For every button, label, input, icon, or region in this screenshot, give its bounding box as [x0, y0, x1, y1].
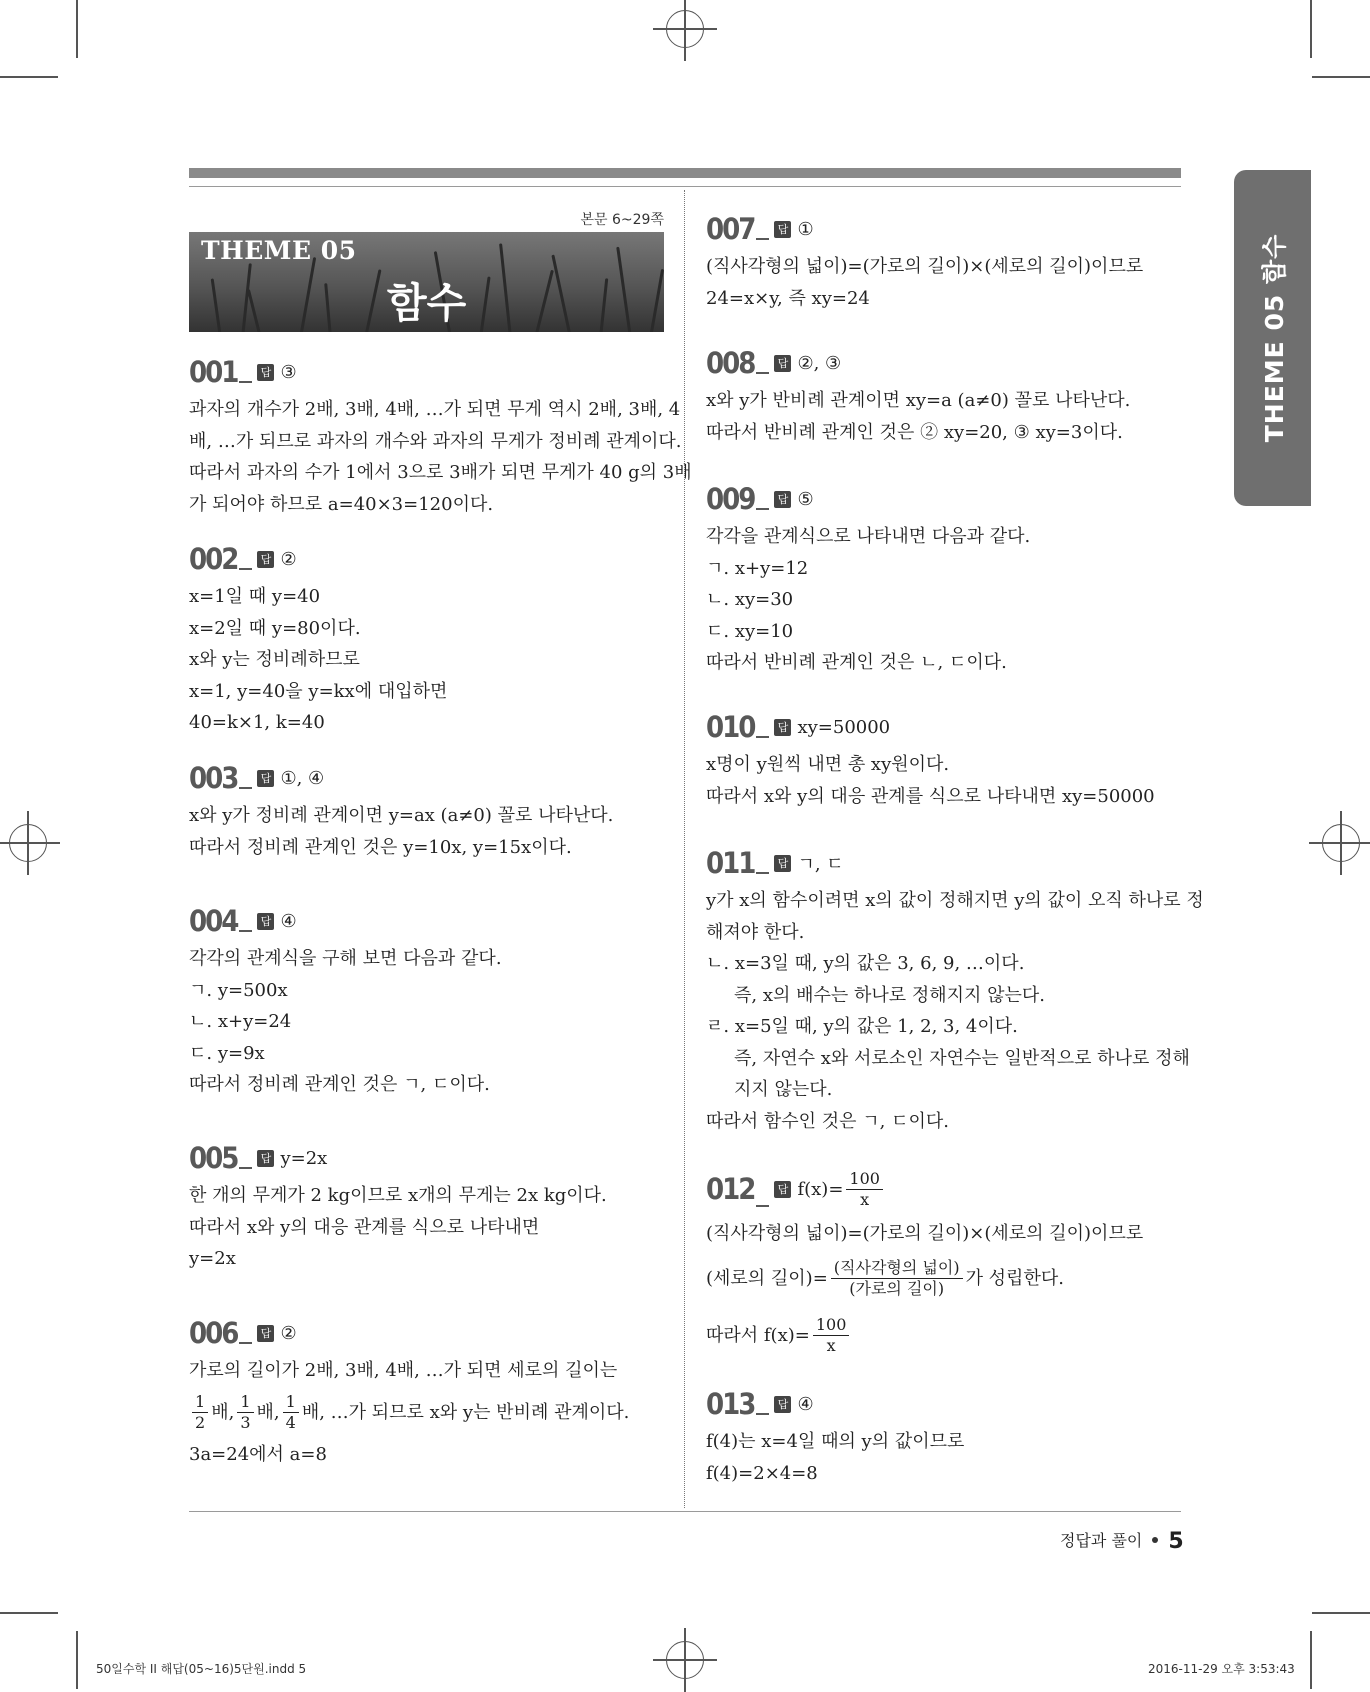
problem-number: 012	[706, 1171, 755, 1206]
solution-line: 각각을 관계식으로 나타내면 다음과 같다.	[706, 526, 1031, 547]
print-slug-file: 50일수학 II 해답(05~16)5단원.indd 5	[96, 1662, 307, 1676]
print-slug-date: 2016-11-29 오후 3:53:43	[1148, 1662, 1295, 1676]
problem-005	[189, 1141, 667, 1316]
grass-blade	[599, 278, 608, 332]
answer-value: ①, ④	[280, 767, 325, 789]
problem-number: 009	[706, 481, 755, 516]
answer-value: ③	[280, 361, 297, 383]
solution-line: (직사각형의 넓이)=(가로의 길이)×(세로의 길이)이므로	[706, 1223, 1144, 1244]
grass-blade	[299, 257, 316, 332]
solution-line: x=1, y=40을 y=kx에 대입하면	[189, 680, 448, 702]
fraction: $\frac{1}{2}$	[192, 1392, 208, 1433]
solution-line: 과자의 개수가 2배, 3배, 4배, …가 되면 무게 역시 2배, 3배, 4	[189, 399, 681, 420]
solution-line: 가로의 길이가 2배, 3배, 4배, …가 되면 세로의 길이는	[189, 1360, 618, 1381]
answer-mark: 답	[774, 355, 791, 372]
answer-value: y=2x	[280, 1147, 328, 1169]
problem-number: 004	[189, 903, 238, 938]
solution-text: (세로의 길이)=	[706, 1267, 828, 1289]
answer-value: ㄱ, ㄷ	[797, 854, 844, 875]
fraction: $\frac{100}{x}$	[846, 1169, 883, 1210]
problem-011	[706, 845, 1204, 1165]
fraction: $\frac{100}{x}$	[813, 1315, 850, 1356]
problem-008	[706, 346, 1184, 482]
side-tab	[1234, 170, 1311, 506]
problem-header	[706, 212, 1184, 246]
side-tab-label: THEME 05 함수	[1259, 233, 1289, 443]
problem-009	[706, 482, 1184, 710]
problem-header	[189, 1316, 667, 1350]
crop-mark	[0, 76, 58, 78]
theme-banner	[189, 232, 664, 332]
solution-line: 24=x×y, 즉 xy=24	[706, 287, 870, 309]
solution-line: y=2x	[189, 1248, 236, 1269]
problem-header	[189, 355, 667, 389]
problem-number: 007	[706, 211, 755, 246]
problem-header	[189, 904, 667, 938]
solution-line: ㄹ. x=5일 때, y의 값은 1, 2, 3, 4이다.	[706, 1016, 1018, 1037]
crop-mark	[76, 1631, 78, 1689]
solution-line: ㄷ. y=9x	[189, 1042, 265, 1064]
solution-line: x와 y가 반비례 관계이면 xy=a (a≠0) 꼴로 나타난다.	[706, 390, 1131, 411]
answer-mark: 답	[257, 551, 274, 568]
problem-004	[189, 904, 667, 1141]
answer-value: ⑤	[797, 488, 814, 510]
problem-header	[706, 346, 1184, 380]
solution-line: 즉, 자연수 x와 서로소인 자연수는 일반적으로 하나로 정해	[734, 1047, 1190, 1069]
problem-number: 010	[706, 709, 755, 744]
problem-013	[706, 1387, 1184, 1489]
problem-header	[189, 1141, 667, 1175]
registration-mark	[666, 1641, 704, 1679]
crop-mark	[1310, 0, 1312, 58]
answer-value: ②	[280, 1322, 297, 1344]
solution-math-line	[189, 1387, 667, 1439]
fraction: $\frac{1}{4}$	[283, 1392, 299, 1433]
solution-math-line	[706, 1308, 1184, 1364]
problem-001	[189, 354, 692, 542]
solution-line: x와 y는 정비례하므로	[189, 649, 360, 670]
crop-mark	[0, 1612, 58, 1614]
solution-line: 따라서 정비례 관계인 것은 y=10x, y=15x이다.	[189, 836, 572, 858]
solution-line: 40=k×1, k=40	[189, 712, 325, 733]
solution-text: 가 성립한다.	[965, 1267, 1064, 1289]
crop-mark	[1310, 1631, 1312, 1689]
answer-value: ①	[797, 218, 814, 240]
answer-mark: 답	[774, 491, 791, 508]
answer-mark: 답	[774, 855, 791, 872]
solution-line: f(4)는 x=4일 때의 y의 값이므로	[706, 1431, 965, 1452]
solution-text: 배,	[256, 1401, 280, 1423]
answer-value: ②	[280, 548, 297, 570]
problem-007	[706, 212, 1184, 346]
solution-line: 따라서 반비례 관계인 것은 ② xy=20, ③ xy=3이다.	[706, 421, 1123, 443]
answer-value: f(x)=	[797, 1178, 844, 1200]
grass-blade	[324, 283, 332, 332]
problem-006	[189, 1316, 667, 1470]
solution-line: 따라서 함수인 것은 ㄱ, ㄷ이다.	[706, 1110, 949, 1132]
answer-value: ④	[797, 1393, 814, 1415]
header-rule	[189, 186, 1181, 187]
solution-line: x명이 y원씩 내면 총 xy원이다.	[706, 754, 950, 775]
answer-mark: 답	[257, 1325, 274, 1342]
answer-value: ②, ③	[797, 352, 842, 374]
problem-number: 002	[189, 541, 238, 576]
footer-label: 정답과 풀이	[1060, 1531, 1143, 1550]
solution-line: 각각의 관계식을 구해 보면 다음과 같다.	[189, 948, 502, 969]
solution-line: x와 y가 정비례 관계이면 y=ax (a≠0) 꼴로 나타난다.	[189, 805, 614, 826]
grass-blade	[479, 276, 491, 332]
solution-line: y가 x의 함수이려면 x의 값이 정해지면 y의 값이 오직 하나로 정	[706, 890, 1204, 911]
crop-mark	[1312, 1612, 1370, 1614]
answer-value: ④	[280, 910, 297, 932]
banner-title: 함수	[387, 279, 467, 327]
grass-blade	[211, 278, 222, 332]
answer-mark: 답	[257, 913, 274, 930]
solution-line: ㄴ. x=3일 때, y의 값은 3, 6, 9, …이다.	[706, 953, 1025, 974]
page-reference: 본문 6~29쪽	[580, 212, 664, 228]
footer-rule	[189, 1511, 1181, 1512]
answer-mark: 답	[257, 364, 274, 381]
problem-number: 005	[189, 1140, 238, 1175]
solution-text: 배, …가 되므로 x와 y는 반비례 관계이다.	[301, 1401, 630, 1423]
solution-line: 한 개의 무게가 2 kg이므로 x개의 무게는 2x kg이다.	[189, 1185, 607, 1206]
grass-blade	[534, 270, 554, 332]
answer-mark: 답	[257, 1150, 274, 1167]
problem-number: 003	[189, 760, 238, 795]
solution-line: 따라서 x와 y의 대응 관계를 식으로 나타내면	[189, 1216, 540, 1238]
solution-line: 해져야 한다.	[706, 921, 805, 943]
solution-line: 따라서 x와 y의 대응 관계를 식으로 나타내면 xy=50000	[706, 785, 1155, 807]
answer-value: xy=50000	[797, 716, 891, 738]
problem-header	[706, 846, 1184, 880]
registration-mark	[1322, 824, 1360, 862]
problem-header	[706, 1387, 1184, 1421]
solution-line: x=1일 때 y=40	[189, 586, 321, 607]
problem-number: 008	[706, 345, 755, 380]
banner-theme-label: THEME 05	[201, 236, 357, 265]
problem-header	[189, 542, 667, 576]
solution-line: f(4)=2×4=8	[706, 1462, 818, 1484]
header-bar	[189, 168, 1181, 178]
grass-blade	[616, 247, 632, 332]
solution-line: ㄱ. y=500x	[189, 979, 288, 1001]
right-column	[706, 211, 1204, 1489]
answer-mark: 답	[257, 770, 274, 787]
problem-header	[706, 1165, 1184, 1213]
registration-mark	[666, 10, 704, 48]
problem-number: 013	[706, 1386, 755, 1421]
solution-text: 따라서 f(x)=	[706, 1324, 810, 1346]
registration-mark	[9, 824, 47, 862]
grass-blade	[499, 243, 512, 332]
answer-mark: 답	[774, 221, 791, 238]
solution-line: ㄷ. xy=10	[706, 620, 794, 642]
solution-line: 따라서 반비례 관계인 것은 ㄴ, ㄷ이다.	[706, 652, 1007, 673]
solution-line: 배, …가 되므로 과자의 개수와 과자의 무게가 정비례 관계이다.	[189, 430, 682, 452]
grass-blade	[649, 269, 664, 332]
fraction: $\frac{1}{3}$	[237, 1392, 253, 1433]
problem-number: 011	[706, 845, 755, 880]
solution-line: 지지 않는다.	[734, 1079, 833, 1100]
column-divider	[684, 190, 685, 1508]
problem-012	[706, 1165, 1184, 1387]
solution-text: 배,	[211, 1401, 235, 1423]
fraction: $\frac{\text{(직사각형의 넓이)}}{\text{(가로의 길이)}}$	[831, 1258, 963, 1299]
page-footer	[1060, 1528, 1184, 1554]
problem-002	[189, 542, 667, 761]
page-number: 5	[1168, 1529, 1184, 1554]
solution-line: 3a=24에서 a=8	[189, 1443, 327, 1465]
solution-math-line	[706, 1250, 1184, 1308]
solution-line: 따라서 과자의 수가 1에서 3으로 3배가 되면 무게가 40 g의 3배	[189, 462, 692, 483]
crop-mark	[1312, 76, 1370, 78]
answer-mark: 답	[774, 1181, 791, 1198]
solution-line: 가 되어야 하므로 a=40×3=120이다.	[189, 493, 494, 515]
grass-blade	[551, 255, 572, 332]
solution-line: x=2일 때 y=80이다.	[189, 617, 361, 639]
problem-header	[189, 761, 667, 795]
crop-mark	[76, 0, 78, 58]
grass-blade	[247, 289, 262, 332]
solution-line: 즉, x의 배수는 하나로 정해지지 않는다.	[734, 984, 1046, 1006]
answer-mark: 답	[774, 1396, 791, 1413]
problem-number: 001	[189, 354, 238, 389]
problem-number: 006	[189, 1315, 238, 1350]
solution-line: ㄴ. xy=30	[706, 589, 794, 610]
problem-header	[706, 710, 1184, 744]
problem-header	[706, 482, 1184, 516]
answer-mark: 답	[774, 719, 791, 736]
solution-line: ㄴ. x+y=24	[189, 1011, 292, 1032]
bullet-icon	[1152, 1537, 1158, 1543]
solution-line: ㄱ. x+y=12	[706, 557, 809, 579]
grass-blade	[364, 269, 381, 332]
solution-line: 따라서 정비례 관계인 것은 ㄱ, ㄷ이다.	[189, 1074, 490, 1095]
solution-line: (직사각형의 넓이)=(가로의 길이)×(세로의 길이)이므로	[706, 256, 1144, 277]
problem-003	[189, 761, 667, 904]
problem-010	[706, 710, 1184, 846]
left-column	[189, 354, 692, 1470]
